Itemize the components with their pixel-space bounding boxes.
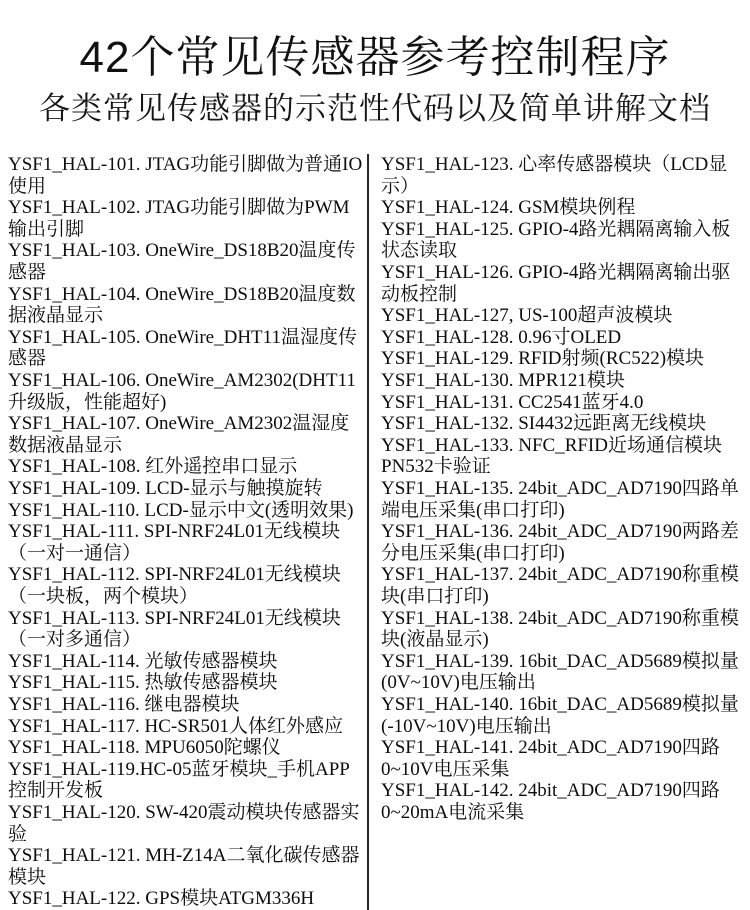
list-item-hal-139: YSF1_HAL-139. 16bit_DAC_AD5689模拟量(0V~10V)电压输出	[381, 650, 739, 694]
list-item-hal-128: YSF1_HAL-128. 0.96寸OLED	[381, 326, 622, 348]
page-subtitle: 各类常见传感器的示范性代码以及简单讲解文档	[39, 90, 711, 126]
list-item-hal-110: YSF1_HAL-110. LCD-显示中文(透明效果)	[8, 499, 354, 521]
list-item-hal-133: YSF1_HAL-133. NFC_RFID近场通信模块PN532卡验证	[381, 434, 722, 478]
list-item-hal-115: YSF1_HAL-115. 热敏传感器模块	[8, 672, 278, 694]
list-item-hal-114: YSF1_HAL-114. 光敏传感器模块	[8, 650, 278, 672]
list-item-hal-129: YSF1_HAL-129. RFID射频(RC522)模块	[381, 348, 705, 370]
list-item-hal-121: YSF1_HAL-121. MH-Z14A二氧化碳传感器模块	[8, 845, 360, 888]
list-item-hal-105: YSF1_HAL-105. OneWire_DHT11温湿度传感器	[8, 326, 357, 370]
list-item-hal-123: YSF1_HAL-123. 心率传感器模块（LCD显示）	[381, 154, 728, 197]
list-item-hal-111: YSF1_HAL-111. SPI-NRF24L01无线模块（一对一通信）	[8, 521, 341, 564]
list-item-hal-117: YSF1_HAL-117. HC-SR501人体红外感应	[8, 715, 343, 737]
list-item-hal-107: YSF1_HAL-107. OneWire_AM2302温湿度数据液晶显示	[8, 413, 350, 456]
list-item-hal-131: YSF1_HAL-131. CC2541蓝牙4.0	[381, 391, 644, 413]
program-list	[0, 154, 750, 910]
list-item-hal-122: YSF1_HAL-122. GPS模块ATGM336H	[8, 888, 315, 910]
list-item-hal-141: YSF1_HAL-141. 24bit_ADC_AD7190四路0~10V电压采集	[381, 737, 720, 780]
program-list-right-column	[369, 154, 750, 910]
list-item-hal-101: YSF1_HAL-101. JTAG功能引脚做为普通IO使用	[8, 154, 363, 197]
list-item-hal-112: YSF1_HAL-112. SPI-NRF24L01无线模块（一块板，两个模块）	[8, 564, 341, 607]
list-item-hal-103: YSF1_HAL-103. OneWire_DS18B20温度传感器	[8, 240, 356, 284]
list-item-hal-138: YSF1_HAL-138. 24bit_ADC_AD7190称重模块(液晶显示)	[381, 607, 739, 651]
list-item-hal-124: YSF1_HAL-124. GSM模块例程	[381, 197, 636, 219]
list-item-hal-142: YSF1_HAL-142. 24bit_ADC_AD7190四路0~20mA电流采集	[381, 780, 720, 823]
list-item-hal-132: YSF1_HAL-132. SI4432远距离无线模块	[381, 413, 707, 435]
list-item-hal-140: YSF1_HAL-140. 16bit_DAC_AD5689模拟量(-10V~10V)电压输出	[381, 693, 739, 737]
list-item-hal-104: YSF1_HAL-104. OneWire_DS18B20温度数据液晶显示	[8, 283, 356, 327]
list-item-hal-126: YSF1_HAL-126. GPIO-4路光耦隔离输出驱动板控制	[381, 262, 731, 305]
list-item-hal-136: YSF1_HAL-136. 24bit_ADC_AD7190两路差分电压采集(串口打印)	[381, 521, 739, 564]
list-item-hal-102: YSF1_HAL-102. JTAG功能引脚做为PWM输出引脚	[8, 197, 350, 240]
list-item-hal-130: YSF1_HAL-130. MPR121模块	[381, 370, 625, 392]
list-item-hal-119: YSF1_HAL-119.HC-05蓝牙模块_手机APP控制开发板	[8, 758, 350, 802]
list-item-hal-120: YSF1_HAL-120. SW-420震动模块传感器实验	[8, 801, 360, 845]
document-header	[0, 0, 750, 127]
program-list-left-column	[0, 154, 369, 910]
list-item-hal-125: YSF1_HAL-125. GPIO-4路光耦隔离输入板状态读取	[381, 218, 731, 262]
list-item-hal-113: YSF1_HAL-113. SPI-NRF24L01无线模块（一对多通信）	[8, 607, 341, 651]
list-item-hal-106: YSF1_HAL-106. OneWire_AM2302(DHT11升级版，性能超好)	[8, 370, 356, 413]
list-item-hal-108: YSF1_HAL-108. 红外遥控串口显示	[8, 456, 298, 478]
list-item-hal-116: YSF1_HAL-116. 继电器模块	[8, 693, 240, 715]
page-title: 42个常见传感器参考控制程序	[79, 33, 671, 82]
list-item-hal-109: YSF1_HAL-109. LCD-显示与触摸旋转	[8, 478, 323, 499]
list-item-hal-137: YSF1_HAL-137. 24bit_ADC_AD7190称重模块(串口打印)	[381, 564, 739, 607]
list-item-hal-118: YSF1_HAL-118. MPU6050陀螺仪	[8, 737, 281, 759]
list-item-hal-127: YSF1_HAL-127, US-100超声波模块	[381, 305, 673, 327]
list-item-hal-135: YSF1_HAL-135. 24bit_ADC_AD7190四路单端电压采集(串口打印)	[381, 478, 739, 521]
